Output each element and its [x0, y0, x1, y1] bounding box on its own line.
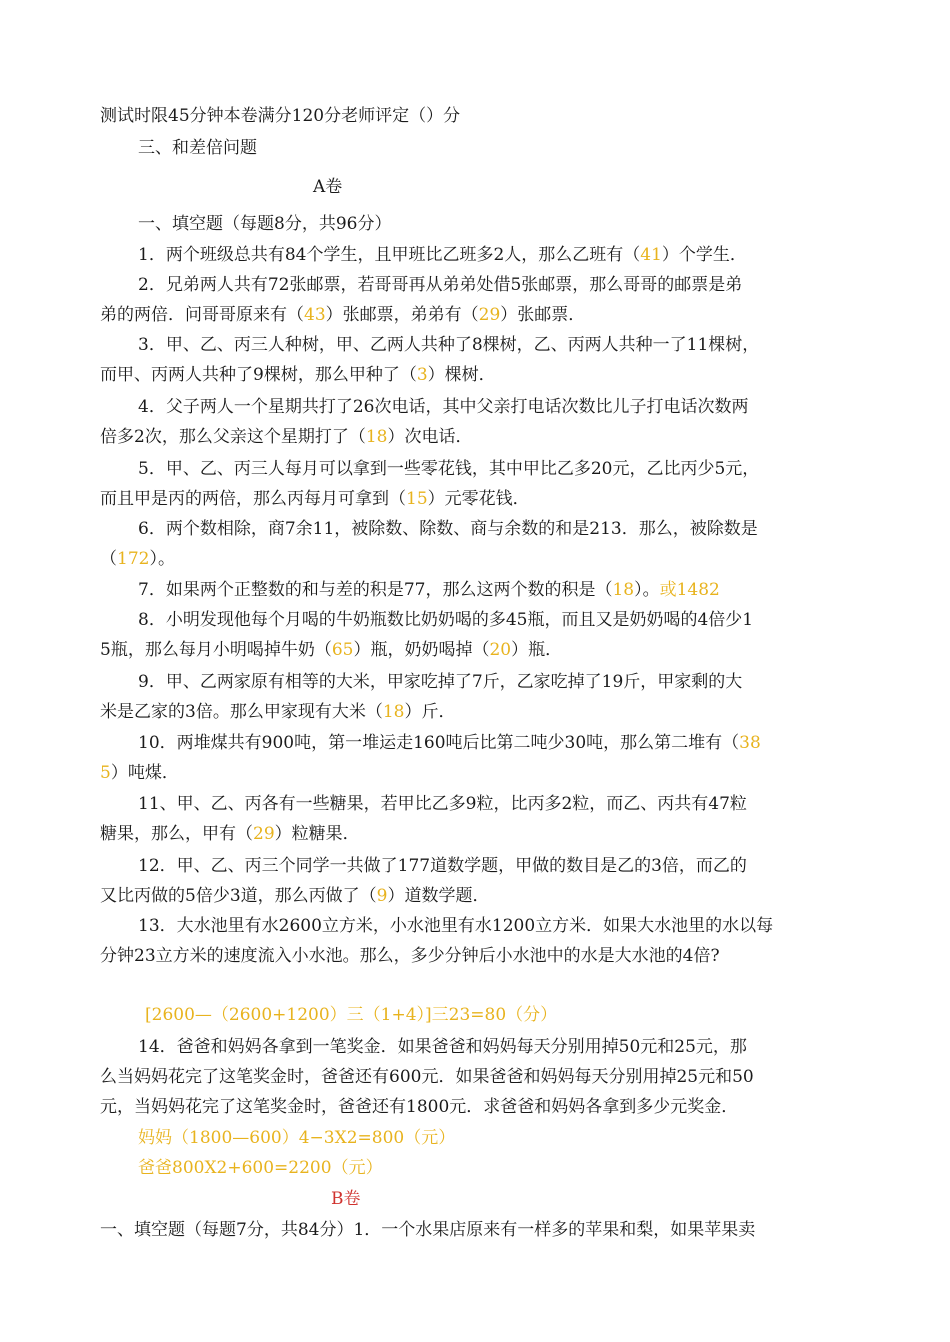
question-14-solution-mom: 妈妈（1800—600）4−3X2=800（元）: [138, 1128, 456, 1148]
question-14-solution-dad: 爸爸800X2+600=2200（元）: [138, 1158, 383, 1178]
answer-3: 3: [416, 365, 428, 385]
question-8-line-2: 5瓶，那么每月小明喝掉牛奶（65）瓶，奶奶喝掉（20）瓶．: [100, 640, 563, 660]
answer-2b: 29: [478, 305, 501, 325]
answer-8a: 65: [331, 640, 354, 660]
question-5-line-1: 5．甲、乙、丙三人每月可以拿到一些零花钱，其中甲比乙多20元，乙比丙少5元，: [138, 459, 760, 479]
question-13-line-2: 分钟23立方米的速度流入小水池。那么，多少分钟后小水池中的水是大水池的4倍?: [100, 946, 720, 966]
answer-2a: 43: [304, 305, 326, 325]
part-b-line-1: 一、填空题（每题7分，共84分）1．一个水果店原来有一样多的苹果和梨，如果苹果卖: [100, 1220, 756, 1240]
question-11-line-1: 11、甲、乙、丙各有一些糖果，若甲比乙多9粒，比丙多2粒，而乙、丙共有47粒: [138, 794, 747, 814]
answer-10-part-a: 38: [739, 733, 761, 753]
question-3-line-2: 而甲、丙两人共种了9棵树，那么甲种了（3）棵树．: [100, 365, 496, 385]
question-11-line-2: 糖果，那么，甲有（29）粒糖果．: [100, 824, 360, 844]
answer-1: 41: [640, 245, 662, 265]
question-5-line-2: 而且甲是丙的两倍，那么丙每月可拿到（15）元零花钱．: [100, 489, 530, 509]
question-1: 1．两个班级总共有84个学生，且甲班比乙班多2人，那么乙班有（41）个学生．: [138, 245, 747, 265]
answer-8b: 20: [489, 640, 512, 660]
test-info-header: [0, 101, 950, 131]
answer-4: 18: [365, 427, 388, 447]
question-6-line-2: （172）。: [100, 549, 175, 569]
question-3-line-1: 3．甲、乙、丙三人种树，甲、乙两人共种了8棵树，乙、丙两人共种一了11棵树，: [138, 335, 760, 355]
answer-12: 9: [376, 886, 388, 906]
question-6-line-1: 6．两个数相除，商7余11，被除数、除数、商与余数的和是213．那么，被除数是: [138, 519, 758, 539]
answer-7-alt: 或1482: [659, 580, 720, 600]
part-a-heading: 一、填空题（每题8分，共96分）: [138, 214, 392, 234]
question-8-line-1: 8．小明发现他每个月喝的牛奶瓶数比奶奶喝的多45瓶，而且又是奶奶喝的4倍少1: [138, 610, 754, 630]
answer-6: 172: [117, 549, 150, 569]
question-9-line-1: 9．甲、乙两家原有相等的大米，甲家吃掉了7斤，乙家吃掉了19斤，甲家剩的大: [138, 672, 743, 692]
answer-11: 29: [253, 824, 275, 844]
question-12-line-2: 又比丙做的5倍少3道，那么丙做了（9）道数学题．: [100, 886, 490, 906]
question-10-line-2: 5）吨煤．: [100, 763, 179, 783]
question-14-line-3: 元，当妈妈花完了这笔奖金时，爸爸还有1800元．求爸爸和妈妈各拿到多少元奖金．: [100, 1097, 739, 1117]
question-4-line-2: 倍多2次，那么父亲这个星期打了（18）次电话．: [100, 427, 473, 447]
question-2-line-2: 弟的两倍．问哥哥原来有（43）张邮票，弟弟有（29）张邮票．: [100, 305, 586, 325]
answer-9: 18: [382, 702, 405, 722]
question-10-line-1: 10．两堆煤共有900吨，第一堆运走160吨后比第二吨少30吨，那么第二堆有（38: [138, 733, 761, 753]
part-b-title: B卷: [331, 1189, 361, 1209]
answer-7: 18: [612, 580, 635, 600]
question-13-solution: [2600—（2600+1200）三（1+4）]三23=80（分）: [145, 1005, 558, 1025]
header-text: 测试时限45分钟本卷满分120分老师评定（）分: [100, 106, 461, 126]
question-12-line-1: 12．甲、乙、丙三个同学一共做了177道数学题，甲做的数目是乙的3倍，而乙的: [138, 856, 747, 876]
question-7: 7．如果两个正整数的和与差的积是77，那么这两个数的积是（18）。或1482: [138, 580, 720, 600]
part-a-title: A卷: [313, 177, 343, 197]
question-2-line-1: 2．兄弟两人共有72张邮票，若哥哥再从弟弟处借5张邮票，那么哥哥的邮票是弟: [138, 275, 743, 295]
question-14-line-2: 么当妈妈花完了这笔奖金时，爸爸还有600元．如果爸爸和妈妈每天分别用掉25元和50: [100, 1067, 754, 1087]
question-13-line-1: 13．大水池里有水2600立方米，小水池里有水1200立方米．如果大水池里的水以每: [138, 916, 774, 936]
question-4-line-1: 4．父子两人一个星期共打了26次电话，其中父亲打电话次数比儿子打电话次数两: [138, 397, 749, 417]
question-14-line-1: 14．爸爸和妈妈各拿到一笔奖金．如果爸爸和妈妈每天分别用掉50元和25元，那: [138, 1037, 747, 1057]
answer-10-part-b: 5: [100, 763, 111, 783]
answer-5: 15: [406, 489, 428, 509]
section-title: 三、和差倍问题: [138, 138, 257, 158]
question-9-line-2: 米是乙家的3倍。那么甲家现有大米（18）斤．: [100, 702, 456, 722]
